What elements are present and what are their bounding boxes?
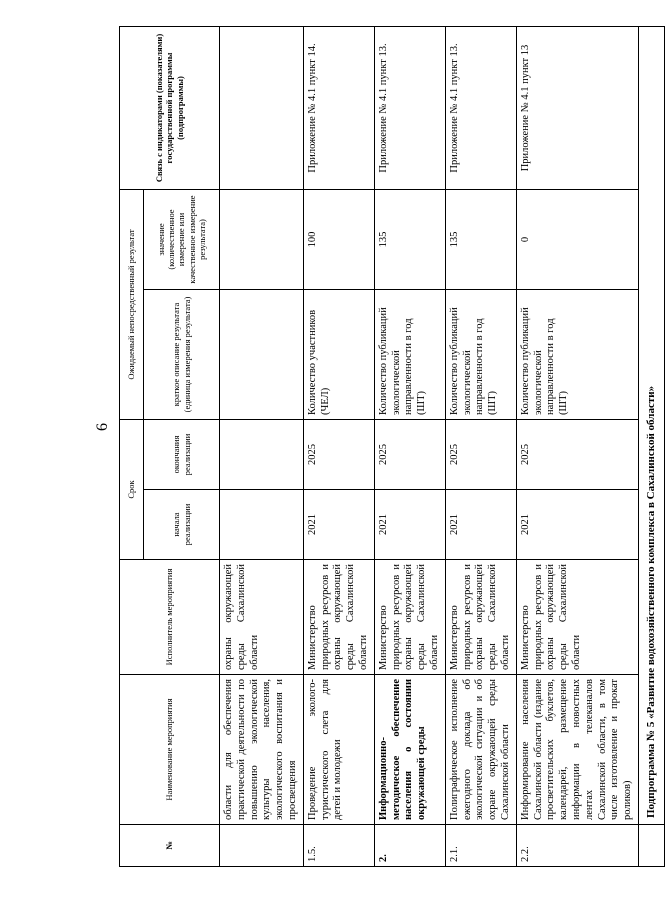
header-term-start: начала реализации [144, 490, 220, 560]
table-container [119, 27, 657, 867]
start-year: 2021 [374, 490, 445, 560]
result-value: 135 [445, 190, 516, 290]
start-year: 2021 [445, 490, 516, 560]
result-description: Количество участников (ЧЕЛ) [303, 290, 374, 420]
measure-name: Проведение эколого-туристического слета для детей и молодежи [303, 675, 374, 825]
executor-cell: охраны окружающей среды Сахалинской области [220, 560, 304, 675]
executor-cell: Министерство природных ресурсов и охраны окружающей среды Сахалинской области [516, 560, 638, 675]
subprogram-num-cell [638, 825, 664, 867]
executor-cell: Министерство природных ресурсов и охраны окружающей среды Сахалинской области [445, 560, 516, 675]
result-description: Количество публикаций экологической направленности в год (ШТ) [445, 290, 516, 420]
indicator-link: Приложение № 4.1 пункт 13. [374, 27, 445, 190]
end-year: 2025 [516, 420, 638, 490]
table-row [516, 27, 638, 867]
header-result-desc: краткое описание результата (единица измерения результата) [144, 290, 220, 420]
header-link: Связь с индикаторами (показателями) государственной программы (подпрограммы) [120, 27, 220, 190]
header-result: Ожидаемый непосредственный результат [120, 190, 144, 420]
result-description [220, 290, 304, 420]
end-year [220, 420, 304, 490]
row-number [220, 825, 304, 867]
header-num: № [120, 825, 220, 867]
indicator-link: Приложение № 4.1 пункт 13. [445, 27, 516, 190]
page-number: 6 [94, 423, 111, 431]
start-year: 2021 [303, 490, 374, 560]
result-value: 0 [516, 190, 638, 290]
table-body [220, 27, 665, 867]
result-description: Количество публикаций экологической направленности в год (ШТ) [374, 290, 445, 420]
table-row [374, 27, 445, 867]
measure-name: Полиграфическое исполнение ежегодного доклада об экологической ситуации и об охране окружающей среды Сахалинской области [445, 675, 516, 825]
result-value: 100 [303, 190, 374, 290]
end-year: 2025 [374, 420, 445, 490]
measure-name: Информационно-методическое обеспечение населения о состоянии окружающей среды [374, 675, 445, 825]
subprogram-title: Подпрограмма № 5 «Развитие водохозяйственного комплекса в Сахалинской области» [638, 27, 664, 825]
row-number: 2.1. [445, 825, 516, 867]
start-year: 2021 [516, 490, 638, 560]
end-year: 2025 [445, 420, 516, 490]
indicator-link: Приложение № 4.1 пункт 14. [303, 27, 374, 190]
table-row [445, 27, 516, 867]
header-name: Наименование мероприятия [120, 675, 220, 825]
start-year [220, 490, 304, 560]
result-value: 135 [374, 190, 445, 290]
measure-name: Информирование населения Сахалинской области (издание просветительских буклетов, календарей, размещение информации в новостных лентах телеканалов Сахалинской области, в том числе изготовление и прокат роликов) [516, 675, 638, 825]
row-number: 2.2. [516, 825, 638, 867]
indicator-link [220, 27, 304, 190]
row-number: 2. [374, 825, 445, 867]
executor-cell: Министерство природных ресурсов и охраны окружающей среды Сахалинской области [374, 560, 445, 675]
result-description: Количество публикаций экологической направленности в год (ШТ) [516, 290, 638, 420]
table-row [303, 27, 374, 867]
subprogram-row [638, 27, 664, 867]
result-value [220, 190, 304, 290]
executor-cell: Министерство природных ресурсов и охраны окружающей среды Сахалинской области [303, 560, 374, 675]
header-executor: Исполнитель мероприятия [120, 560, 220, 675]
measures-table [119, 26, 665, 867]
rotated-page [119, 27, 657, 867]
table-row [220, 27, 304, 867]
header-result-value: значение (количественное измерение или качественное измерение результата) [144, 190, 220, 290]
header-term-end: окончания реализации [144, 420, 220, 490]
row-number: 1.5. [303, 825, 374, 867]
measure-name: области для обеспечения практической деятельности по повышению экологической культуры населения, экологического воспитания и просвещения [220, 675, 304, 825]
indicator-link: Приложение № 4.1 пункт 13 [516, 27, 638, 190]
header-term: Срок [120, 420, 144, 560]
end-year: 2025 [303, 420, 374, 490]
